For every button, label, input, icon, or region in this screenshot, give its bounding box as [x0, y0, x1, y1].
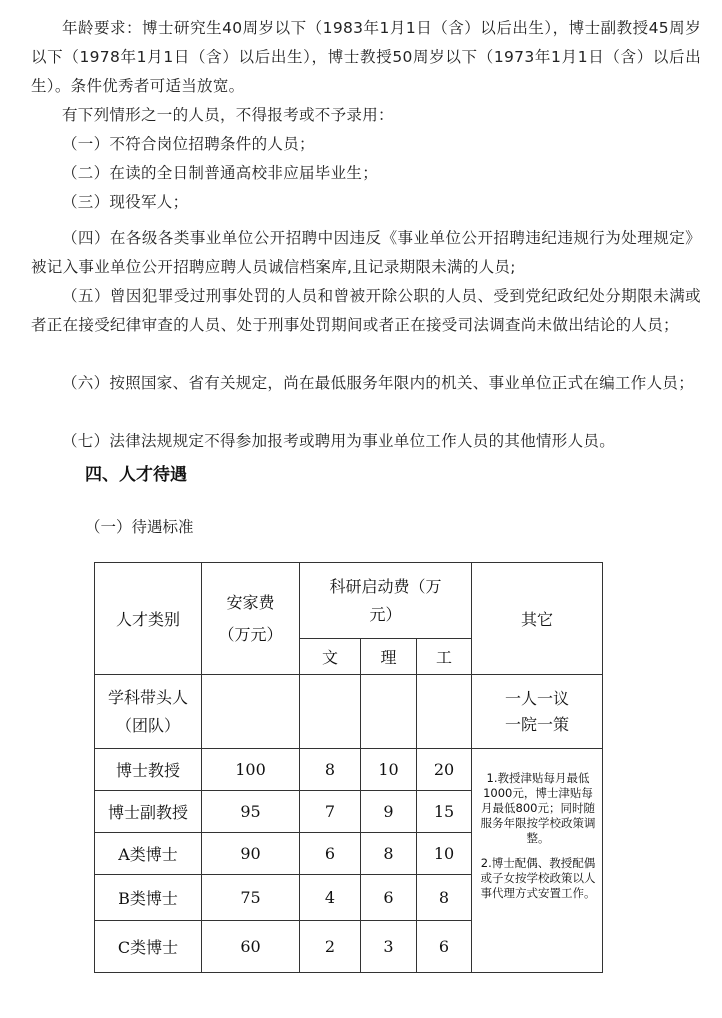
header-research-fee	[300, 563, 472, 639]
table-header-row	[95, 563, 603, 639]
row-settle: 100	[202, 749, 300, 791]
row-wen: 7	[300, 791, 361, 833]
row-wen: 4	[300, 875, 361, 921]
exclusion-item-7: （七）法律法规规定不得参加报考或聘用为事业单位工作人员的其他情形人员。	[62, 432, 616, 450]
row-gong: 20	[417, 749, 472, 791]
row-li: 10	[361, 749, 417, 791]
other-notes-cell	[472, 749, 603, 973]
header-research-fee-line1: 科研启动费（万	[329, 576, 442, 596]
other-note-1: 1.教授津贴每月最低1000元，博士津贴每月最低800元；同时随服务年限按学校政策调整。	[480, 771, 596, 845]
table-row	[95, 749, 603, 791]
exclusion-item-1: （一）不符合岗位招聘条件的人员；	[62, 135, 315, 153]
row-wen: 8	[300, 749, 361, 791]
leader-category-line2: （团队）	[115, 715, 180, 735]
row-settle: 90	[202, 833, 300, 875]
row-li: 9	[361, 791, 417, 833]
exclusion-intro: 有下列情形之一的人员，不得报考或不予录用：	[62, 106, 394, 124]
row-gong: 15	[417, 791, 472, 833]
leader-category	[95, 675, 202, 749]
leader-other-line2: 一院一策	[504, 714, 569, 734]
section-heading: 四、人才待遇	[85, 465, 187, 485]
leader-wen	[300, 675, 361, 749]
row-category: C类博士	[95, 921, 202, 973]
age-requirement-paragraph: 年龄要求：博士研究生40周岁以下（1983年1月1日（含）以后出生），博士副教授45周岁以下（1978年1月1日（含）以后出生），博士教授50周岁以下（1973年1月1日（含）以后出生）。条件优秀者可适当放宽。	[31, 19, 701, 95]
row-wen: 6	[300, 833, 361, 875]
row-li: 3	[361, 921, 417, 973]
table-row-leader	[95, 675, 603, 749]
leader-other-line1: 一人一议	[504, 688, 569, 708]
header-category: 人才类别	[95, 563, 202, 675]
leader-li	[361, 675, 417, 749]
benefits-table	[94, 562, 603, 973]
leader-other	[472, 675, 603, 749]
exclusion-item-6: （六）按照国家、省有关规定，尚在最低服务年限内的机关、事业单位正式在编工作人员；	[62, 374, 695, 392]
row-category: 博士教授	[95, 749, 202, 791]
row-settle: 95	[202, 791, 300, 833]
row-settle: 60	[202, 921, 300, 973]
row-gong: 8	[417, 875, 472, 921]
other-note-2: 2.博士配偶、教授配偶或子女按学校政策以人事代理方式安置工作。	[480, 856, 596, 900]
row-gong: 6	[417, 921, 472, 973]
header-settle-fee-line2: （万元）	[218, 624, 283, 644]
exclusion-item-2: （二）在读的全日制普通高校非应届毕业生；	[62, 164, 379, 182]
exclusion-item-4: （四）在各级各类事业单位公开招聘中因违反《事业单位公开招聘违纪违规行为处理规定》被记入事业单位公开招聘应聘人员诚信档案库,且记录期限未满的人员;	[31, 229, 701, 276]
leader-category-line1: 学科带头人	[107, 687, 188, 707]
exclusion-item-3: （三）现役军人；	[62, 193, 189, 211]
row-category: A类博士	[95, 833, 202, 875]
header-li: 理	[361, 639, 417, 675]
row-gong: 10	[417, 833, 472, 875]
header-settle-fee	[202, 563, 300, 675]
row-li: 6	[361, 875, 417, 921]
row-category: B类博士	[95, 875, 202, 921]
header-research-fee-line2: 元）	[369, 604, 402, 624]
leader-gong	[417, 675, 472, 749]
leader-settle	[202, 675, 300, 749]
header-settle-fee-line1: 安家费	[226, 592, 275, 612]
row-settle: 75	[202, 875, 300, 921]
header-gong: 工	[417, 639, 472, 675]
exclusion-item-5: （五）曾因犯罪受过刑事处罚的人员和曾被开除公职的人员、受到党纪政纪处分期限未满或者正在接受纪律审查的人员、处于刑事处罚期间或者正在接受司法调查尚未做出结论的人员；	[31, 287, 701, 334]
row-li: 8	[361, 833, 417, 875]
header-wen: 文	[300, 639, 361, 675]
header-other: 其它	[472, 563, 603, 675]
sub-heading: （一）待遇标准	[85, 518, 194, 536]
row-category: 博士副教授	[95, 791, 202, 833]
row-wen: 2	[300, 921, 361, 973]
